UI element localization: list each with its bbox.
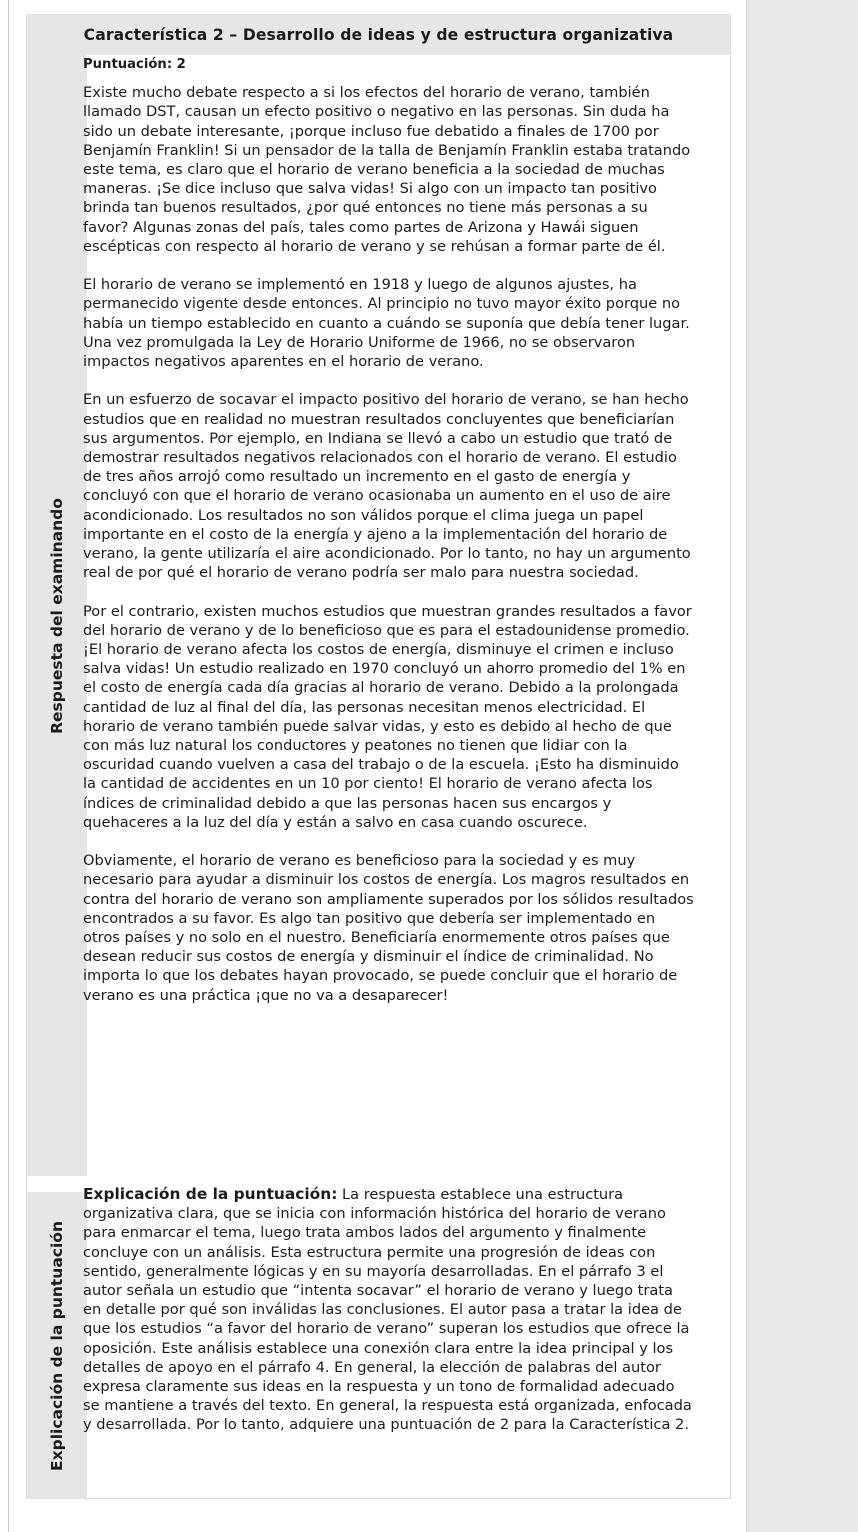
explanation-side-label-text: Explicación de la puntuación [48,1220,66,1471]
score-label: Puntuación: 2 [83,57,186,72]
examinee-response [83,55,695,1005]
score-explanation [83,1185,695,1435]
response-paragraph-3: En un esfuerzo de socavar el impacto positivo del horario de verano, se han hecho estudios que en realidad no muestran resultados concluyentes que beneficiarían sus argumentos. Por ejemplo, en Indiana se llevó a cabo un estudio que trató de demostrar resultados negativos relacionados con el horario de verano. El estudio de tres años arrojó como resultado un incremento en el gasto de energía y concluyó con que el horario de verano ocasionaba un aumento en el uso de aire acondicionado. Los resultados no son válidos porque el clima juega un papel importante en el costo de la energía y ajeno a la implementación del horario de verano, la gente utilizaría el aire acondicionado. Por lo tanto, no hay un argumento real de por qué el horario de verano podría ser malo para nuestra sociedad. [83,391,691,582]
response-side-label [27,55,87,1176]
explanation-side-label [27,1192,87,1499]
explanation-lead: Explicación de la puntuación: [83,1185,338,1203]
response-paragraph-4: Por el contrario, existen muchos estudios que muestran grandes resultados a favor del horario de verano y de lo beneficioso que es para el estadounidense promedio. ¡El horario de verano afecta los costos de energía, disminuye el crimen e incluso salva vidas! Un estudio realizado en 1970 concluyó un ahorro promedio del 1% en el costo de energía cada día gracias al horario de verano. Debido a la prolongada cantidad de luz al final del día, las personas necesitan menos electricidad. El horario de verano también puede salvar vidas, y esto es debido al hecho de que con más luz natural los conductores y peatones no tienen que lidiar con la oscuridad cuando vuelven a casa del trabajo o de la escuela. ¡Esto ha disminuido la cantidad de accidentes en un 10 por ciento! El horario de verano afecta los índices de criminalidad debido a que las personas hacen sus encargos y quehaceres a la luz del día y están a salvo en casa cuando oscurece. [83,602,692,831]
response-side-label-text: Respuesta del examinando [48,497,66,734]
response-paragraph-1: Existe mucho debate respecto a si los efectos del horario de verano, también llamado DST, causan un efecto positivo o negativo en las personas. Sin duda ha sido un debate interesante, ¡porque incluso fue debatido a finales de 1700 por Benjamín Franklin! Si un pensador de la talla de Benjamín Franklin estaba tratando este tema, es claro que el horario de verano beneficia a la sociedad de muchas maneras. ¡Se dice incluso que salva vidas! Si algo con un impacto tan positivo brinda tan buenos resultados, ¿por qué entonces no tiene más personas a su favor? Algunas zonas del país, tales como partes de Arizona y Hawái siguen escépticas con respecto al horario de verano y se rehúsan a formar parte de él. [83,84,691,255]
explanation-paragraph [83,1185,695,1435]
right-side-panel [746,0,858,1532]
response-paragraph-5: Obviamente, el horario de verano es beneficioso para la sociedad y es muy necesario para ayudar a disminuir los costos de energía. Los magros resultados en contra del horario de verano son ampliamente superados por los sólidos resultados encontrados a su favor. Es algo tan positivo que debería ser implementado en otros países y no solo en el nuestro. Beneficiaría enormemente otros países que desean reducir sus costos de energía y disminuir el índice de criminalidad. No importa lo que los debates hayan provocado, se puede concluir que el horario de verano es una práctica ¡que no va a desaparecer! [83,852,694,1004]
left-page-margin [0,0,9,1532]
trait-header: Característica 2 – Desarrollo de ideas y de estructura organizativa [27,15,730,55]
explanation-text: La respuesta establece una estructura organizativa clara, que se inicia con información histórica del horario de verano para enmarcar el tema, luego trata ambos lados del argumento y finalmente concluye con un análisis. Esta estructura permite una progresión de ideas con sentido, generalmente lógicas y en su mayoría desarrolladas. En el párrafo 3 el autor señala un estudio que “intenta socavar” el horario de verano y luego trata en detalle por qué son inválidas las conclusiones. El autor pasa a tratar la idea de que los estudios “a favor del horario de verano” superan los estudios que ofrece la oposición. Este análisis establece una conexión clara entre la idea principal y los detalles de apoyo en el párrafo 4. En general, la elección de palabras del autor expresa claramente sus ideas en la respuesta y un tono de formalidad adecuado se mantiene a través del texto. En general, la respuesta está organizada, enfocada y desarrollada. Por lo tanto, adquiere una puntuación de 2 para la Característica 2. [83,1186,692,1434]
response-paragraph-2: El horario de verano se implementó en 1918 y luego de algunos ajustes, ha permanecido vigente desde entonces. Al principio no tuvo mayor éxito porque no había un tiempo establecido en cuanto a cuándo se suponía que debía tener lugar. Una vez promulgada la Ley de Horario Uniforme de 1966, no se observaron impactos negativos aparentes en el horario de verano. [83,276,690,371]
